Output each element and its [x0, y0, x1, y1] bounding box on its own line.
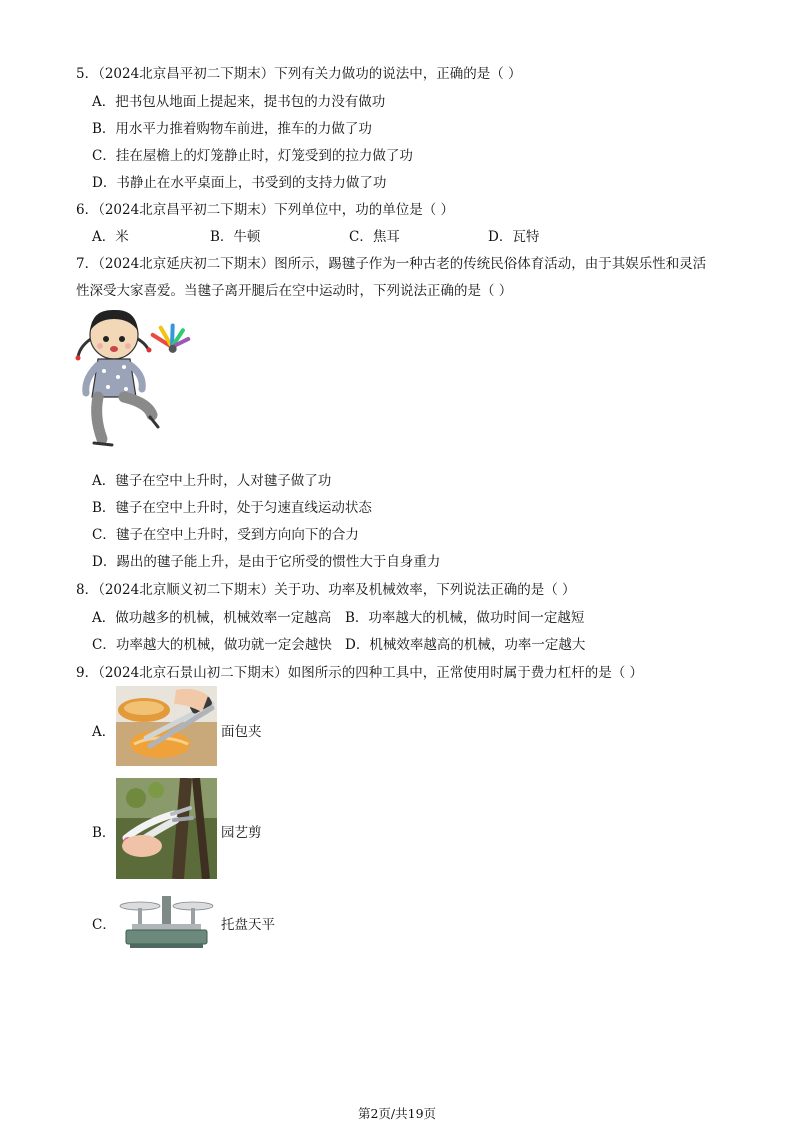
tray-balance-photo: [116, 890, 217, 952]
shuttlecock-kick-illustration: [72, 305, 197, 455]
q9-option-a-letter: A．: [92, 724, 116, 740]
q8-option-c: C．功率越大的机械，做功就一定会越快: [92, 637, 332, 653]
q8-option-d: D．机械效率越高的机械，功率一定越大: [345, 637, 586, 653]
q8-options-row1: [0, 606, 794, 626]
q6-option-c: C．焦耳: [349, 229, 400, 245]
q6-option-b: B．牛顿: [210, 229, 261, 245]
q8-option-b: B．功率越大的机械，做功时间一定越短: [345, 610, 585, 626]
q6-option-a: A．米: [92, 229, 129, 245]
q9-option-c-letter: C．: [92, 917, 116, 933]
bread-clip-photo: [116, 686, 217, 766]
q5-option-b: B．用水平力推着购物车前进，推车的力做了功: [92, 121, 372, 137]
q8-option-a: A．做功越多的机械，机械效率一定越高: [92, 610, 332, 626]
q7-option-d: D．踢出的毽子能上升，是由于它所受的惯性大于自身重力: [92, 554, 441, 570]
q9-stem: 9．（2024北京石景山初二下期末）如图所示的四种工具中，正常使用时属于费力杠杆的是（ ）: [76, 665, 643, 681]
q6-options-row: [0, 225, 794, 245]
garden-shears-photo: [116, 778, 217, 879]
q6-stem: 6．（2024北京昌平初二下期末）下列单位中，功的单位是（ ）: [76, 202, 454, 218]
q8-stem: 8．（2024北京顺义初二下期末）关于功、功率及机械效率，下列说法正确的是（ ）: [76, 582, 576, 598]
q5-stem: 5．（2024北京昌平初二下期末）下列有关力做功的说法中，正确的是（ ）: [76, 66, 522, 82]
q9-option-b-caption: 园艺剪: [221, 825, 262, 841]
q5-option-a: A．把书包从地面上提起来，提书包的力没有做功: [92, 94, 386, 110]
page-footer: 第2页/共19页: [357, 1106, 437, 1121]
q9-option-c-caption: 托盘天平: [221, 917, 275, 933]
q7-option-b: B．毽子在空中上升时，处于匀速直线运动状态: [92, 500, 372, 516]
q5-option-d: D．书静止在水平桌面上，书受到的支持力做了功: [92, 175, 387, 191]
q7-stem-line1: 7．（2024北京延庆初二下期末）图所示，踢毽子作为一种古老的传统民俗体育活动，由于其娱乐性和灵活: [76, 256, 707, 272]
q5-option-c: C．挂在屋檐上的灯笼静止时，灯笼受到的拉力做了功: [92, 148, 413, 164]
q8-options-row2: [0, 633, 794, 653]
q6-option-d: D．瓦特: [488, 229, 540, 245]
q9-option-a-caption: 面包夹: [221, 724, 262, 740]
q7-option-c: C．毽子在空中上升时，受到方向向下的合力: [92, 527, 359, 543]
q9-option-b-letter: B．: [92, 825, 116, 841]
q7-stem-line2: 性深受大家喜爱。当毽子离开腿后在空中运动时，下列说法正确的是（ ）: [76, 283, 513, 299]
q7-option-a: A．毽子在空中上升时，人对毽子做了功: [92, 473, 332, 489]
